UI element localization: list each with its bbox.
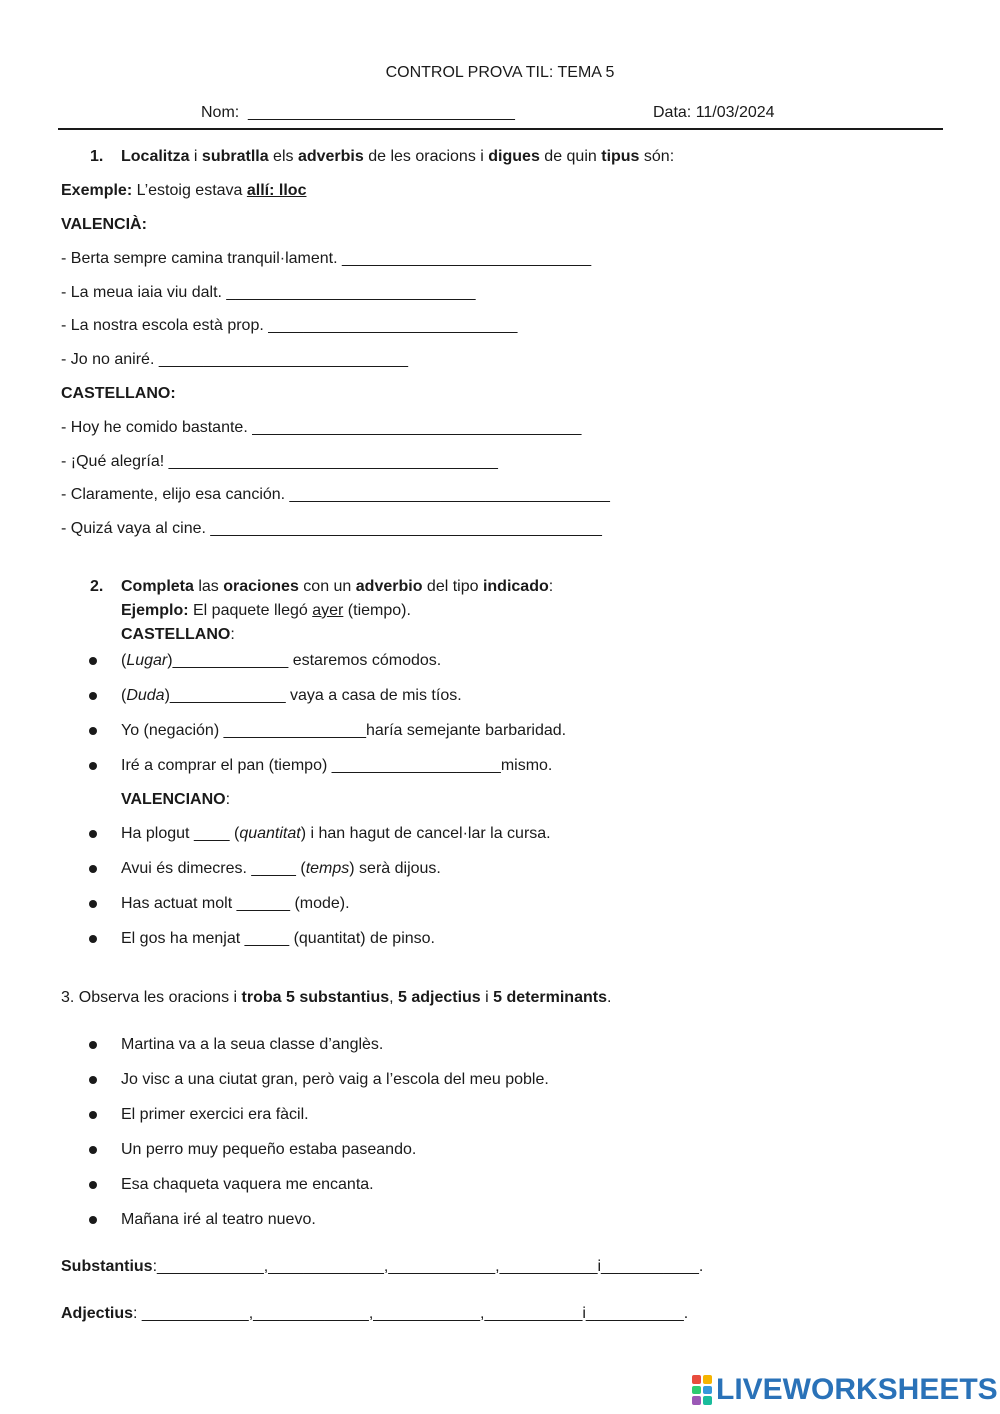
q2-val-item[interactable]: El gos ha menjat _____ (quantitat) de pinso. — [121, 930, 435, 947]
q2-valenciano-heading: VALENCIANO: — [121, 791, 231, 808]
q1-valencia-item[interactable]: - La nostra escola està prop. ____________________________ — [61, 317, 518, 334]
q1-number: 1. — [90, 148, 104, 165]
q2-val-item[interactable]: Ha plogut ____ (quantitat) i han hagut de cancel·lar la cursa. — [121, 825, 551, 842]
q3-substantius-row[interactable]: Substantius:____________,_____________,____________,___________i___________. — [61, 1258, 704, 1275]
q2-cast-item[interactable]: Yo (negación) ________________haría semejante barbaridad. — [121, 722, 567, 739]
q3-adjectius-row[interactable]: Adjectius: ____________,_____________,____________,___________i___________. — [61, 1305, 689, 1322]
q3-sentence: Martina va a la seua classe d’anglès. — [121, 1036, 384, 1053]
q1-valencia-item[interactable]: - Berta sempre camina tranquil·lament. ____________________________ — [61, 250, 592, 267]
q1-valencia-heading: VALENCIÀ: — [61, 216, 147, 233]
q3-instruction: 3. Observa les oracions i troba 5 substantius, 5 adjectius i 5 determinants. — [61, 989, 612, 1006]
q1-castellano-item[interactable]: - Quizá vaya al cine. ____________________________________________ — [61, 520, 602, 537]
bullet-icon — [89, 935, 97, 943]
bullet-icon — [89, 1216, 97, 1224]
bullet-icon — [89, 830, 97, 838]
bullet-icon — [89, 692, 97, 700]
q1-instruction: Localitza i subratlla els adverbis de les oracions i digues de quin tipus són: — [121, 148, 675, 165]
q2-castellano-heading: CASTELLANO: — [121, 626, 235, 643]
q3-sentence: Mañana iré al teatro nuevo. — [121, 1211, 316, 1228]
q1-valencia-item[interactable]: - Jo no aniré. ____________________________ — [61, 351, 408, 368]
bullet-icon — [89, 1146, 97, 1154]
q2-cast-item[interactable]: Iré a comprar el pan (tiempo) ___________________mismo. — [121, 757, 553, 774]
liveworksheets-logo — [692, 1374, 998, 1406]
bullet-icon — [89, 865, 97, 873]
q2-val-item[interactable]: Has actuat molt ______ (mode). — [121, 895, 350, 912]
name-label: Nom: — [201, 104, 240, 121]
q2-cast-item[interactable]: (Duda)_____________ vaya a casa de mis tíos. — [121, 687, 462, 704]
q3-sentence: El primer exercici era fàcil. — [121, 1106, 309, 1123]
q1-example: Exemple: L’estoig estava allí: lloc — [61, 182, 307, 199]
date-label: Data: 11/03/2024 — [653, 104, 775, 121]
name-blank[interactable]: ______________________________ — [248, 104, 515, 121]
bullet-icon — [89, 727, 97, 735]
q1-castellano-item[interactable]: - Claramente, elijo esa canción. ____________________________________ — [61, 486, 610, 503]
q3-sentence: Esa chaqueta vaquera me encanta. — [121, 1176, 374, 1193]
q3-sentence: Jo visc a una ciutat gran, però vaig a l’escola del meu poble. — [121, 1071, 549, 1088]
bullet-icon — [89, 762, 97, 770]
q1-castellano-item[interactable]: - ¡Qué alegría! _____________________________________ — [61, 453, 498, 470]
q2-number: 2. — [90, 578, 104, 595]
bullet-icon — [89, 1111, 97, 1119]
q2-val-item[interactable]: Avui és dimecres. _____ (temps) serà dijous. — [121, 860, 441, 877]
bullet-icon — [89, 657, 97, 665]
q2-cast-item[interactable]: (Lugar)_____________ estaremos cómodos. — [121, 652, 442, 669]
q1-castellano-heading: CASTELLANO: — [61, 385, 176, 402]
bullet-icon — [89, 1181, 97, 1189]
logo-mark-icon — [692, 1375, 712, 1405]
bullet-icon — [89, 1076, 97, 1084]
q1-castellano-item[interactable]: - Hoy he comido bastante. _____________________________________ — [61, 419, 582, 436]
q1-valencia-item[interactable]: - La meua iaia viu dalt. ____________________________ — [61, 284, 476, 301]
header-divider — [58, 128, 943, 130]
q2-example: Ejemplo: El paquete llegó ayer (tiempo). — [121, 602, 411, 619]
q2-instruction: Completa las oraciones con un adverbio del tipo indicado: — [121, 578, 554, 595]
bullet-icon — [89, 900, 97, 908]
logo-text: LIVEWORKSHEETS — [716, 1373, 998, 1406]
page-title: CONTROL PROVA TIL: TEMA 5 — [385, 64, 615, 81]
q3-sentence: Un perro muy pequeño estaba paseando. — [121, 1141, 417, 1158]
bullet-icon — [89, 1041, 97, 1049]
